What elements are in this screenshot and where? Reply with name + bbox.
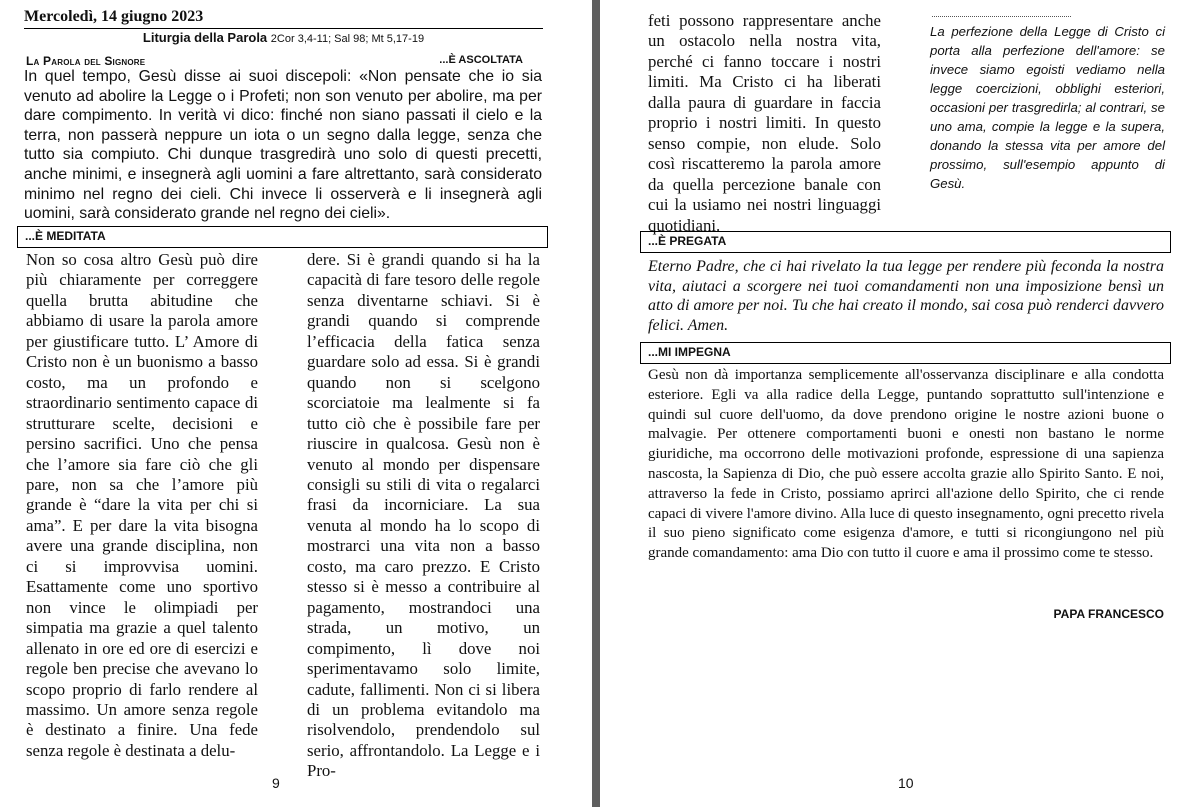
- left-page: [0, 0, 592, 807]
- meditation-column-2: dere. Si è grandi quando si ha la capacità di fare tesoro delle regole senza diventarne schiavi. Si è grandi quando si comprende l’efficacia della fatica senza guardare solo ad essa. Si è grandi quando non si scelgono scorciatoie ma lealmente si fa tutto ciò che è possibile fare per riuscire in qualcosa. Gesù non è venuto al mondo per dispensare consigli su stili di vita o regalarci frasi da incorniciare. La sua venuta al mondo ha lo scopo di mostrarci una vita non a basso costo, ma caro prezzo. E Cristo stesso si è messo a contribuire al pagamento, mostrandoci una strada, un motivo, un compimento, lì dove noi sperimentavamo solo limite, cadute, fallimenti. Non ci si libera di un problema evitandolo ma risolvendolo, prendendolo sul serio, affrontandolo. La Legge e i Pro-: [307, 250, 540, 781]
- prayer-text: Eterno Padre, che ci hai rivelato la tua legge per rendere più feconda la nostra vita, aiutaci a scorgere nei tuoi comandamenti non una imposizione bensì un atto di amore per noi. Tu che hai creato il mondo, sai cosa può renderci davvero felici. Amen.: [648, 258, 1164, 334]
- section-pregata-label: ...È PREGATA: [648, 234, 727, 248]
- section-impegna: [640, 342, 1171, 364]
- section-impegna-label: ...MI IMPEGNA: [648, 345, 731, 359]
- page-number-right: 10: [898, 775, 914, 791]
- gospel-text: In quel tempo, Gesù disse ai suoi discepoli: «Non pensate che io sia venuto ad abolire la Legge o i Profeti; non son venuto per abolire, ma per dare compimento. In verità vi dico: finché non siano passati il cielo e la terra, non passerà neppure un iota o un segno dalla legge, senza che tutto sia compiuto. Chi dunque trasgredirà uno solo di questi precetti, anche minimi, e insegnerà agli uomini a fare altrettanto, sarà considerato minimo nel regno dei cieli. Chi invece li osserverà e li insegnerà agli uomini, sarà considerato grande nel regno dei cieli».: [24, 68, 542, 223]
- page-number-left: 9: [272, 775, 280, 791]
- date-heading: Mercoledì, 14 giugno 2023: [24, 8, 204, 25]
- parola-title: La Parola del Signore: [26, 54, 146, 68]
- signature: PAPA FRANCESCO: [1053, 607, 1164, 621]
- section-meditata: [17, 226, 548, 248]
- header-divider: [24, 28, 543, 29]
- note-divider: [932, 16, 1071, 17]
- section-meditata-label: ...È MEDITATA: [25, 229, 106, 243]
- meditation-column-1: Non so cosa altro Gesù può dire più chiaramente per correggere quella brutta abitudine che abbiamo di usare la parola amore per giustificare tutto. L’ Amore di Cristo non è un buonismo a basso costo, ma un profondo e straordinario sentimento capace di strutturare scelte, decisioni e persino sacrifici. Uno che pensa che l’amore sia fare ciò che gli pare, non sa che l’amore più grande è “dare la vita per chi si ama”. E per dare la vita bisogna avere una grande disciplina, non ci si improvvisa uomini. Esattamente come uno sportivo non vince le olimpiadi per simpatia ma grazie a quel talento allenato in ore ed ore di esercizi e regole ben precise che avevano lo scopo proprio di farlo rendere al massimo. Un amore senza regole è destinato a finire. Una fede senza regole è destinata a delu-: [26, 250, 258, 760]
- meditation-column-3: feti possono rappresentare anche un ostacolo nella nostra vita, perché ci fanno toccare i nostri limiti. Ma Cristo ci ha liberati dalla paura di guardare in faccia proprio i nostri limiti. In questo senso compie, non elude. Solo così riscatteremo la parola amore da quella percezione banale con cui la usiamo nei nostri linguaggi quotidiani.: [648, 11, 881, 235]
- liturgy-heading: [24, 30, 543, 45]
- liturgy-references: 2Cor 3,4-11; Sal 98; Mt 5,17-19: [270, 33, 425, 45]
- ascoltata-label: ...È ASCOLTATA: [439, 54, 523, 66]
- impegna-text: Gesù non dà importanza semplicemente all'osservanza disciplinare e alla condotta esteriore. Egli va alla radice della Legge, puntando soprattutto sull'intenzione e quindi sul cuore dell'uomo, da dove prendono origine le nostre azioni buone o malvagie. Per ottenere comportamenti buoni e onesti non bastano le norme giuridiche, ma occorrono delle motivazioni profonde, espressione di una sapienza nascosta, la Sapienza di Dio, che può essere accolta grazie allo Spirito Santo. E noi, attraverso la fede in Cristo, possiamo aprirci all'azione dello Spirito, che ci rende capaci di vivere l'amore divino. Alla luce di questo insegnamento, ogni precetto rivela il suo pieno significato come esigenza d'amore, e tutti si ricongiungono nel più grande comandamento: ama Dio con tutto il cuore e ama il prossimo come te stesso.: [648, 367, 1164, 562]
- sidebar-note: La perfezione della Legge di Cristo ci porta alla perfezione dell'amore: se invece siamo egoisti vediamo nella legge coercizioni, obblighi esteriori, occasioni per trasgredirla; al contrari, se uno ama, compie la legge e la supera, donando la stessa vita per amore del prossimo, sull'esempio appunto di Gesù.: [930, 24, 1165, 191]
- liturgy-title: Liturgia della Parola: [142, 30, 268, 45]
- page-gutter: [592, 0, 600, 807]
- section-pregata: [640, 231, 1171, 253]
